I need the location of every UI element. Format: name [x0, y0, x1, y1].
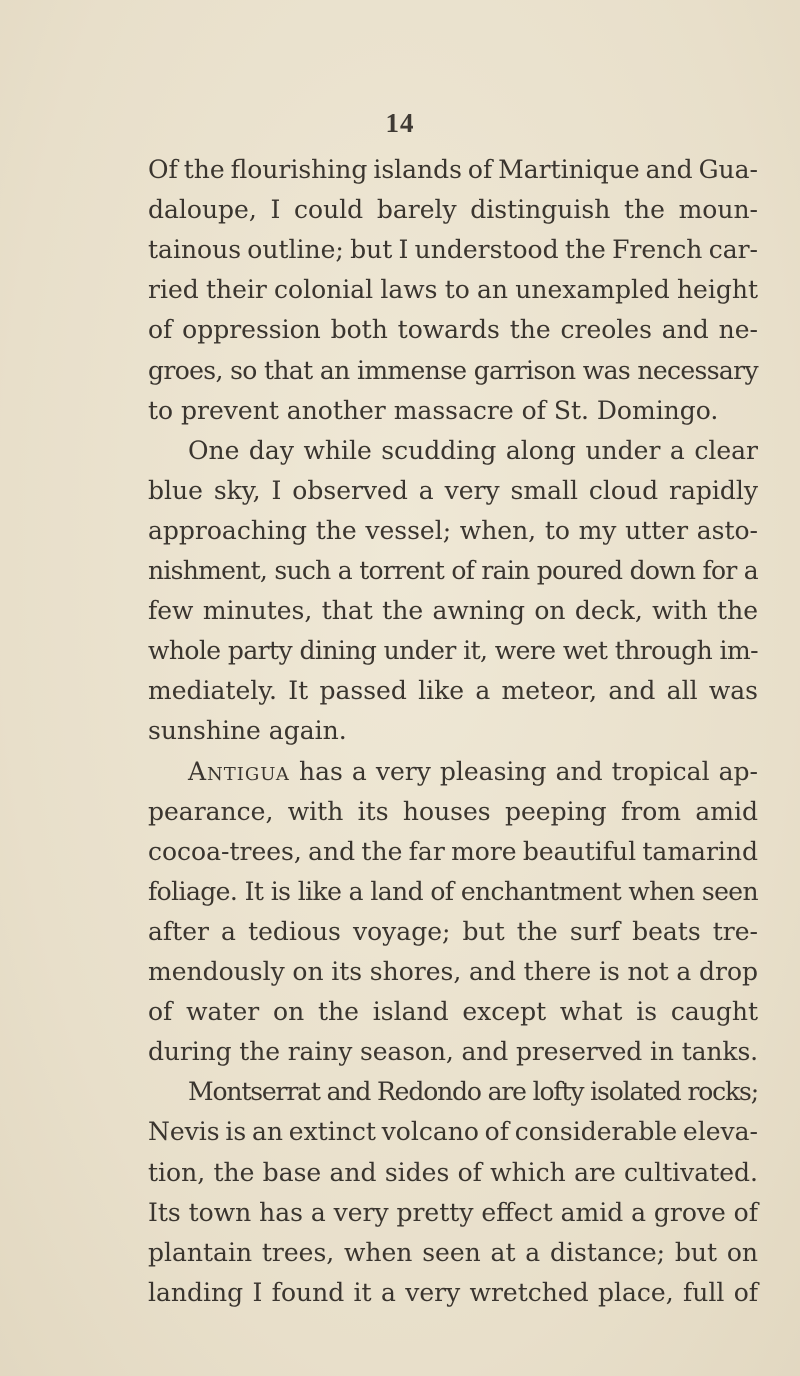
text-line [148, 511, 758, 551]
text-line [188, 1072, 758, 1112]
text-line [148, 391, 718, 431]
text-line [148, 1193, 758, 1233]
line-text: pearance, with its houses peeping from amid [148, 796, 758, 826]
text-line [148, 270, 758, 310]
text-line [148, 1273, 758, 1313]
text-line [148, 872, 758, 912]
line-text: landing I found it a very wretched place, full of [148, 1277, 758, 1307]
small-caps-word: Antigua [188, 756, 290, 786]
line-text: after a tedious voyage; but the surf beats tre- [148, 916, 758, 946]
line-text: of oppression both towards the creoles and ne- [148, 315, 758, 345]
line-text: mediately. It passed like a meteor, and all was [148, 676, 758, 706]
text-line [148, 1112, 758, 1152]
line-text: sunshine again. [148, 716, 347, 746]
text-line [148, 832, 758, 872]
text-line [148, 952, 758, 992]
text-line [148, 190, 758, 230]
text-line [148, 150, 758, 190]
line-text: One day while scudding along under a clear [188, 435, 758, 465]
line-text: Nevis is an extinct volcano of considerable eleva- [148, 1117, 758, 1147]
page-number: 14 [385, 108, 415, 138]
text-line [148, 1153, 758, 1193]
line-text: has a very pleasing and tropical ap- [289, 756, 758, 786]
text-line [148, 992, 758, 1032]
line-text: tion, the base and sides of which are cultivated. [148, 1157, 758, 1187]
text-line [148, 310, 758, 350]
line-text: blue sky, I observed a very small cloud rapidly [148, 475, 758, 505]
text-line [148, 351, 758, 391]
line-text: foliage. It is like a land of enchantment when seen [148, 876, 758, 906]
text-line [148, 230, 758, 270]
text-line [188, 431, 758, 471]
line-text: Its town has a very pretty effect amid a grove of [148, 1197, 758, 1227]
line-text: to prevent another massacre of St. Domingo. [148, 395, 719, 425]
text-line [148, 1032, 758, 1072]
line-text: daloupe, I could barely distinguish the moun- [148, 195, 758, 225]
text-line [188, 752, 758, 792]
line-text: ried their colonial laws to an unexampled height [148, 275, 758, 305]
text-line [148, 1233, 758, 1273]
line-text: nishment, such a torrent of rain poured down for a [148, 556, 758, 585]
line-text: few minutes, that the awning on deck, with the [148, 596, 758, 626]
text-line [148, 671, 758, 711]
line-text: cocoa-trees, and the far more beautiful tamarind [148, 836, 758, 866]
line-text: Montserrat and Redondo are lofty isolated rocks; [188, 1077, 758, 1107]
line-text: whole party dining under it, were wet through im- [148, 636, 758, 666]
text-line [148, 551, 758, 591]
text-line [148, 471, 758, 511]
line-text: plantain trees, when seen at a distance; but on [148, 1237, 758, 1267]
text-line [148, 591, 758, 631]
line-text: during the rainy season, and preserved in tanks. [148, 1037, 758, 1067]
text-line [148, 912, 758, 952]
line-text: approaching the vessel; when, to my utter asto- [148, 515, 758, 545]
line-text: mendously on its shores, and there is not a drop [148, 957, 758, 986]
text-line [148, 792, 758, 832]
line-text: Of the flourishing islands of Martinique and Gua- [148, 155, 758, 184]
line-text: tainous outline; but I understood the French car- [148, 235, 758, 265]
text-line [148, 711, 347, 751]
text-line [148, 631, 758, 671]
line-text: groes, so that an immense garrison was necessary [148, 355, 758, 385]
line-text: of water on the island except what is caught [148, 997, 758, 1027]
